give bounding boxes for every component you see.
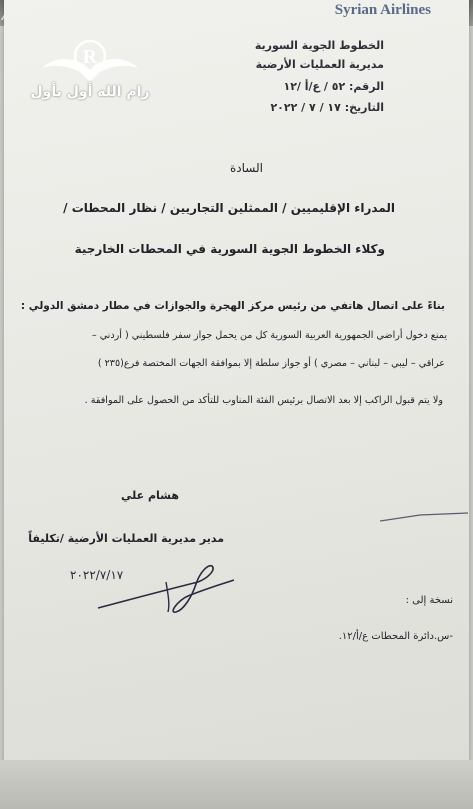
paragraph-1-line-1: يمنع دخول أراضي الجمهورية العربية السورية كل من يحمل جواز سفر فلسطيني ( أردني – xyxy=(91,330,447,341)
copy-label: نسخة إلى : xyxy=(405,595,453,606)
document-paper xyxy=(4,0,469,795)
watermark-text: رام الله أول بأول xyxy=(30,84,150,100)
document-date: التاريخ: ١٧ / ٧ / ٢٠٢٢ xyxy=(270,101,384,114)
tick-mark-icon xyxy=(380,511,468,525)
signature-date: ٢٠٢٢/٧/١٧ xyxy=(70,568,124,582)
dept-name-ar: مديرية العمليات الأرضية xyxy=(255,58,384,71)
paragraph-1-line-2: عراقي – ليبي – لبناني – مصري ) أو جواز سلطة إلا بموافقة الجهات المختصة فرع(٢٣٥ ) xyxy=(97,358,445,369)
emblem-watermark-icon xyxy=(40,34,140,88)
intro-line: بناءً على اتصال هاتفي من رئيس مركز الهجرة والجوازات في مطار دمشق الدولي : xyxy=(20,300,445,312)
salutation: السادة xyxy=(230,161,263,175)
page-bottom-edge xyxy=(0,760,473,809)
paragraph-2: ولا يتم قبول الراكب إلا بعد الاتصال برئيس الفئة المناوب للتأكد من الحصول على الموافقة . xyxy=(84,395,443,406)
signer-title: مدير مديرية العمليات الأرضية /تكليفاً xyxy=(28,532,224,545)
copy-recipient: -س.دائرة المحطات ع/أ/١٢. xyxy=(338,631,453,642)
org-name-ar: الخطوط الجوية السورية xyxy=(254,39,384,52)
watermark-letter: R xyxy=(82,46,98,68)
brand-name-en: Syrian Airlines xyxy=(334,2,431,18)
addressees-line-1: المدراء الإقليميين / الممثلين التجاريين / نظار المحطات / xyxy=(63,201,395,215)
reference-number: الرقم: ٥٢ / ع/أ /١٢ xyxy=(283,80,384,93)
addressees-line-2: وكلاء الخطوط الجوية السورية في المحطات الخارجية xyxy=(74,242,385,256)
signer-name: هشام علي xyxy=(121,489,179,502)
